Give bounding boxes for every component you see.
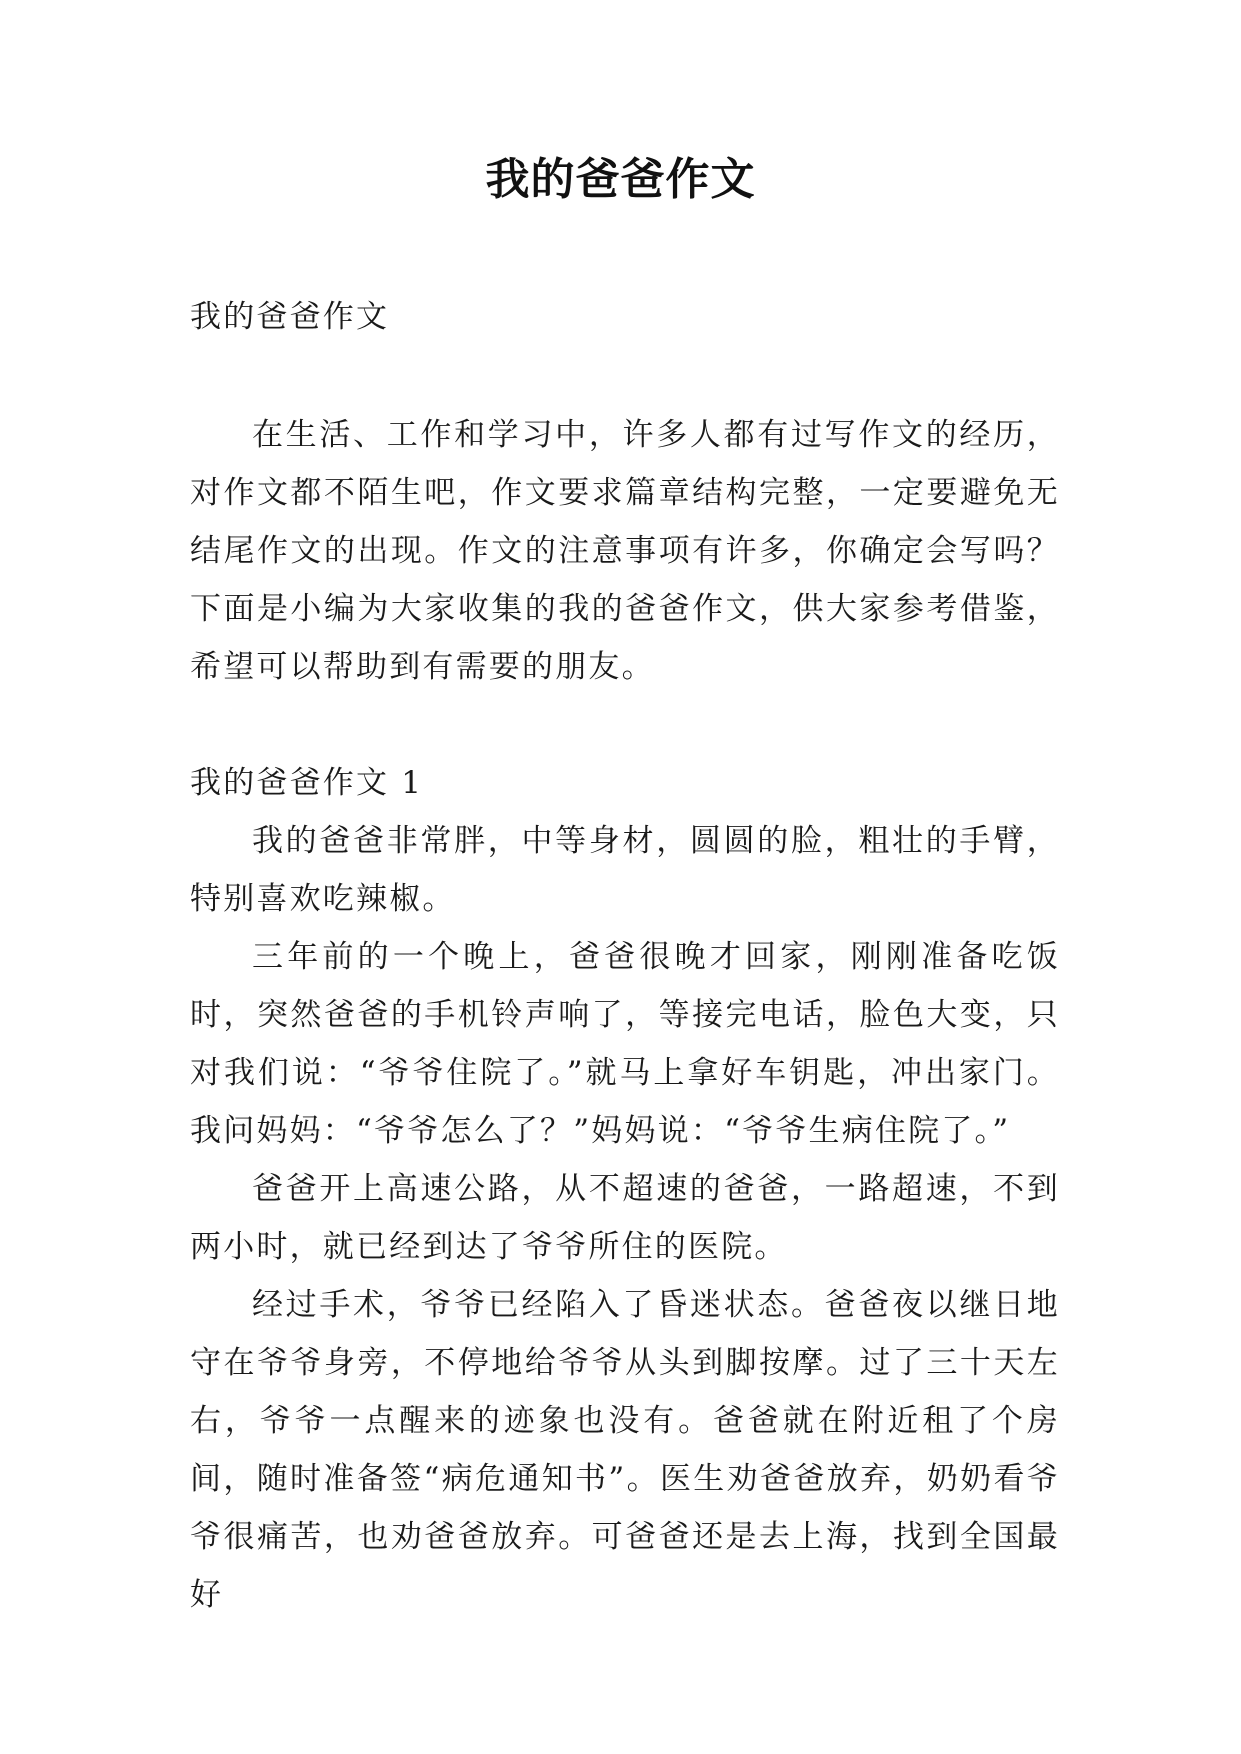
intro-paragraph: 在生活、工作和学习中，许多人都有过写作文的经历，对作文都不陌生吧，作文要求篇章结构完整，一定要避免无结尾作文的出现。作文的注意事项有许多，你确定会写吗？下面是小编为大家收集的我的爸爸作文，供大家参考借鉴，希望可以帮助到有需要的朋友。 (190, 417, 1060, 685)
body-paragraph: 三年前的一个晚上，爸爸很晚才回家，刚刚准备吃饭时，突然爸爸的手机铃声响了，等接完电话，脸色大变，只对我们说：“爷爷住院了。”就马上拿好车钥匙，冲出家门。我问妈妈：“爷爷怎么了？”妈妈说：“爷爷生病住院了。” (190, 939, 1060, 1149)
subtitle: 我的爸爸作文 (190, 299, 390, 335)
document-body (190, 288, 1060, 1624)
document-title: 我的爸爸作文 (485, 154, 756, 205)
body-paragraph: 爸爸开上高速公路，从不超速的爸爸，一路超速，不到两小时，就已经到达了爷爷所住的医院。 (190, 1171, 1060, 1265)
section-heading: 我的爸爸作文 1 (190, 765, 424, 801)
body-paragraph: 经过手术，爷爷已经陷入了昏迷状态。爸爸夜以继日地守在爷爷身旁，不停地给爷爷从头到脚按摩。过了三十天左右，爷爷一点醒来的迹象也没有。爸爸就在附近租了个房间，随时准备签“病危通知书”。医生劝爸爸放弃，奶奶看爷爷很痛苦，也劝爸爸放弃。可爸爸还是去上海，找到全国最好 (190, 1287, 1060, 1613)
body-paragraph: 我的爸爸非常胖，中等身材，圆圆的脸，粗壮的手臂，特别喜欢吃辣椒。 (190, 823, 1060, 917)
